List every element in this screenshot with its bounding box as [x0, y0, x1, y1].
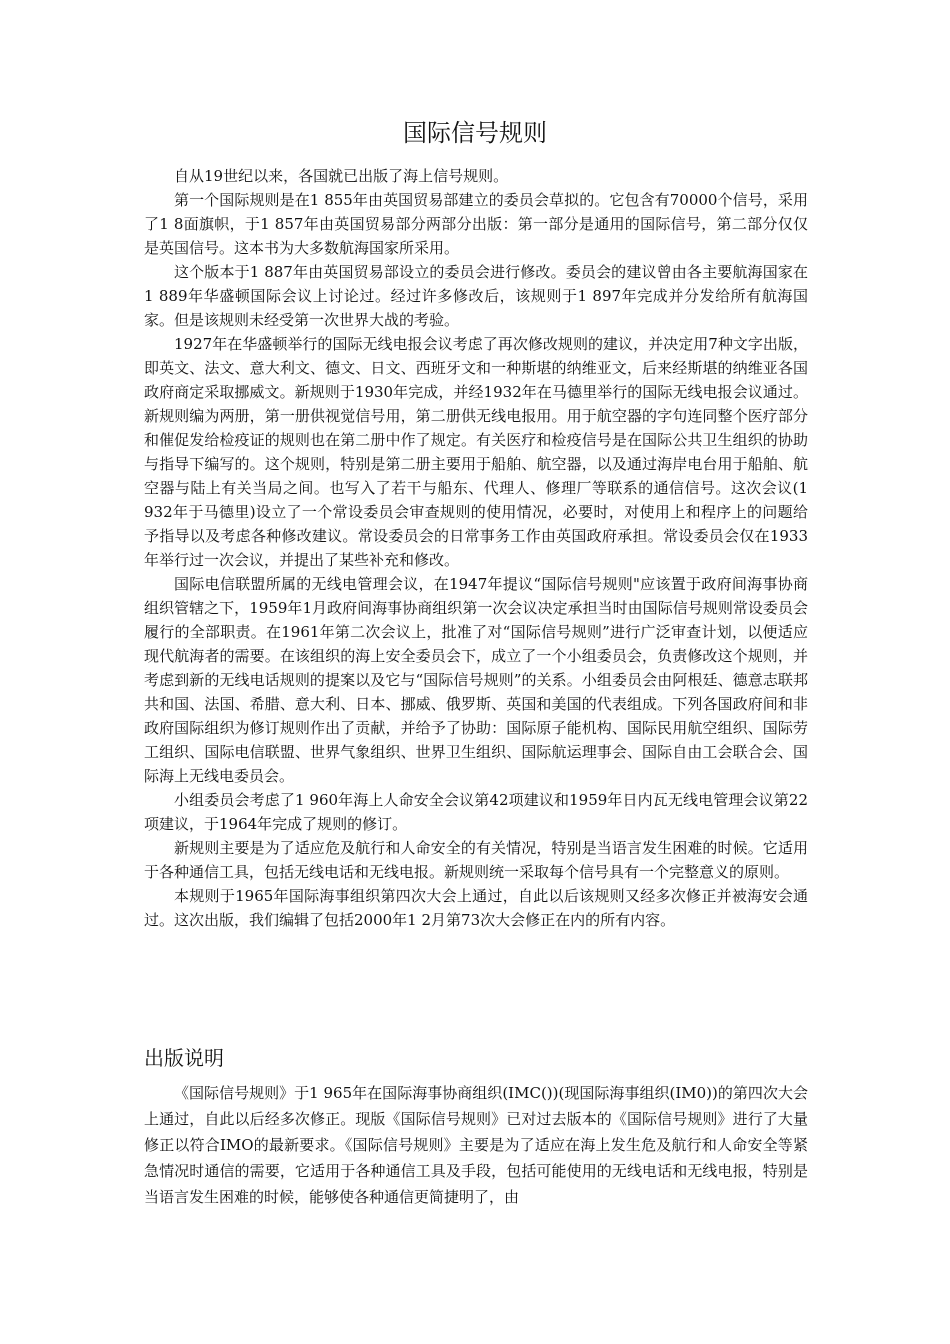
paragraph-5: 国际电信联盟所属的无线电管理会议，在1947年提议“国际信号规则"应该置于政府间海事协商组织管辖之下，1959年1月政府间海事协商组织第一次会议决定承担当时由国际信号规则常设委员会履行的全部职责。在1961年第二次会议上，批准了对“国际信号规则”进行广泛审查计划，以便适应现代航海者的需要。在该组织的海上安全委员会下，成立了一个小组委员会，负责修改这个规则，并考虑到新的无线电话规则的提案以及它与“国际信号规则”的关系。小组委员会由阿根廷、德意志联邦共和国、法国、希腊、意大利、日本、挪威、俄罗斯、英国和美国的代表组成。下列各国政府间和非政府国际组织为修订规则作出了贡献，并给予了协助：国际原子能机构、国际民用航空组织、国际劳工组织、国际电信联盟、世界气象组织、世界卫生组织、国际航运理事会、国际自由工会联合会、国际海上无线电委员会。 — [144, 575, 808, 785]
paragraph-7: 新规则主要是为了适应危及航行和人命安全的有关情况，特别是当语言发生困难的时候。它适用于各种通信工具，包括无线电话和无线电报。新规则统一采取每个信号具有一个完整意义的原则。 — [144, 839, 808, 881]
paragraph-2: 第一个国际规则是在1 855年由英国贸易部建立的委员会草拟的。它包含有70000个信号，采用了1 8面旗帜，于1 857年由英国贸易部分两部分出版：第一部分是通用的国际信号，第二部分仅仅是英国信号。这本书为大多数航海国家所采用。 — [144, 191, 808, 257]
paragraph-8: 本规则于1965年国际海事组织第四次大会上通过，自此以后该规则又经多次修正并被海安会通过。这次出版，我们编辑了包括2000年1 2月第73次大会修正在内的所有内容。 — [144, 887, 808, 929]
main-text — [144, 164, 808, 932]
section-heading: 出版说明 — [144, 1046, 224, 1070]
paragraph-6: 小组委员会考虑了1 960年海上人命安全会议第42项建议和1959年日内瓦无线电管理会议第22项建议，于1964年完成了规则的修订。 — [144, 791, 808, 833]
page-title: 国际信号规则 — [403, 119, 547, 147]
section-text — [144, 1080, 808, 1210]
paragraph-3: 这个版本于1 887年由英国贸易部设立的委员会进行修改。委员会的建议曾由各主要航海国家在1 889年华盛顿国际会议上讨论过。经过许多修改后，该规则于1 897年完成并分发给所有航海国家。但是该规则未经受第一次世界大战的考验。 — [144, 263, 808, 329]
paragraph-1: 自从19世纪以来，各国就已出版了海上信号规则。 — [174, 167, 509, 185]
paragraph-4: 1927年在华盛顿举行的国际无线电报会议考虑了再次修改规则的建议，并决定用7种文字出版，即英文、法文、意大利文、德文、日文、西班牙文和一种斯堪的纳维亚文，后来经斯堪的纳维亚各国政府商定采取挪威文。新规则于1930年完成，并经1932年在马德里举行的国际无线电报会议通过。新规则编为两册，第一册供视觉信号用，第二册供无线电报用。用于航空器的字句连同整个医疗部分和催促发给检疫证的规则也在第二册中作了规定。有关医疗和检疫信号是在国际公共卫生组织的协助与指导下编写的。这个规则，特别是第二册主要用于船舶、航空器，以及通过海岸电台用于船舶、航空器与陆上有关当局之间。也写入了若干与船东、代理人、修理厂等联系的通信信号。这次会议(1 932年于马德里)设立了一个常设委员会审查规则的使用情况，必要时，对使用上和程序上的问题给予指导以及考虑各种修改建议。常设委员会的日常事务工作由英国政府承担。常设委员会仅在1933年举行过一次会议，并提出了某些补充和修改。 — [144, 335, 808, 569]
section-paragraph-1: 《国际信号规则》于1 965年在国际海事协商组织(IMC())(现国际海事组织(IM0))的第四次大会上通过，自此以后经多次修正。现版《国际信号规则》已对过去版本的《国际信号规则》进行了大量修正以符合IMO的最新要求。《国际信号规则》主要是为了适应在海上发生危及航行和人命安全等紧急情况时通信的需要，它适用于各种通信工具及手段，包括可能使用的无线电话和无线电报，特别是当语言发生困难的时候，能够使各种通信更简捷明了，由 — [144, 1084, 808, 1206]
